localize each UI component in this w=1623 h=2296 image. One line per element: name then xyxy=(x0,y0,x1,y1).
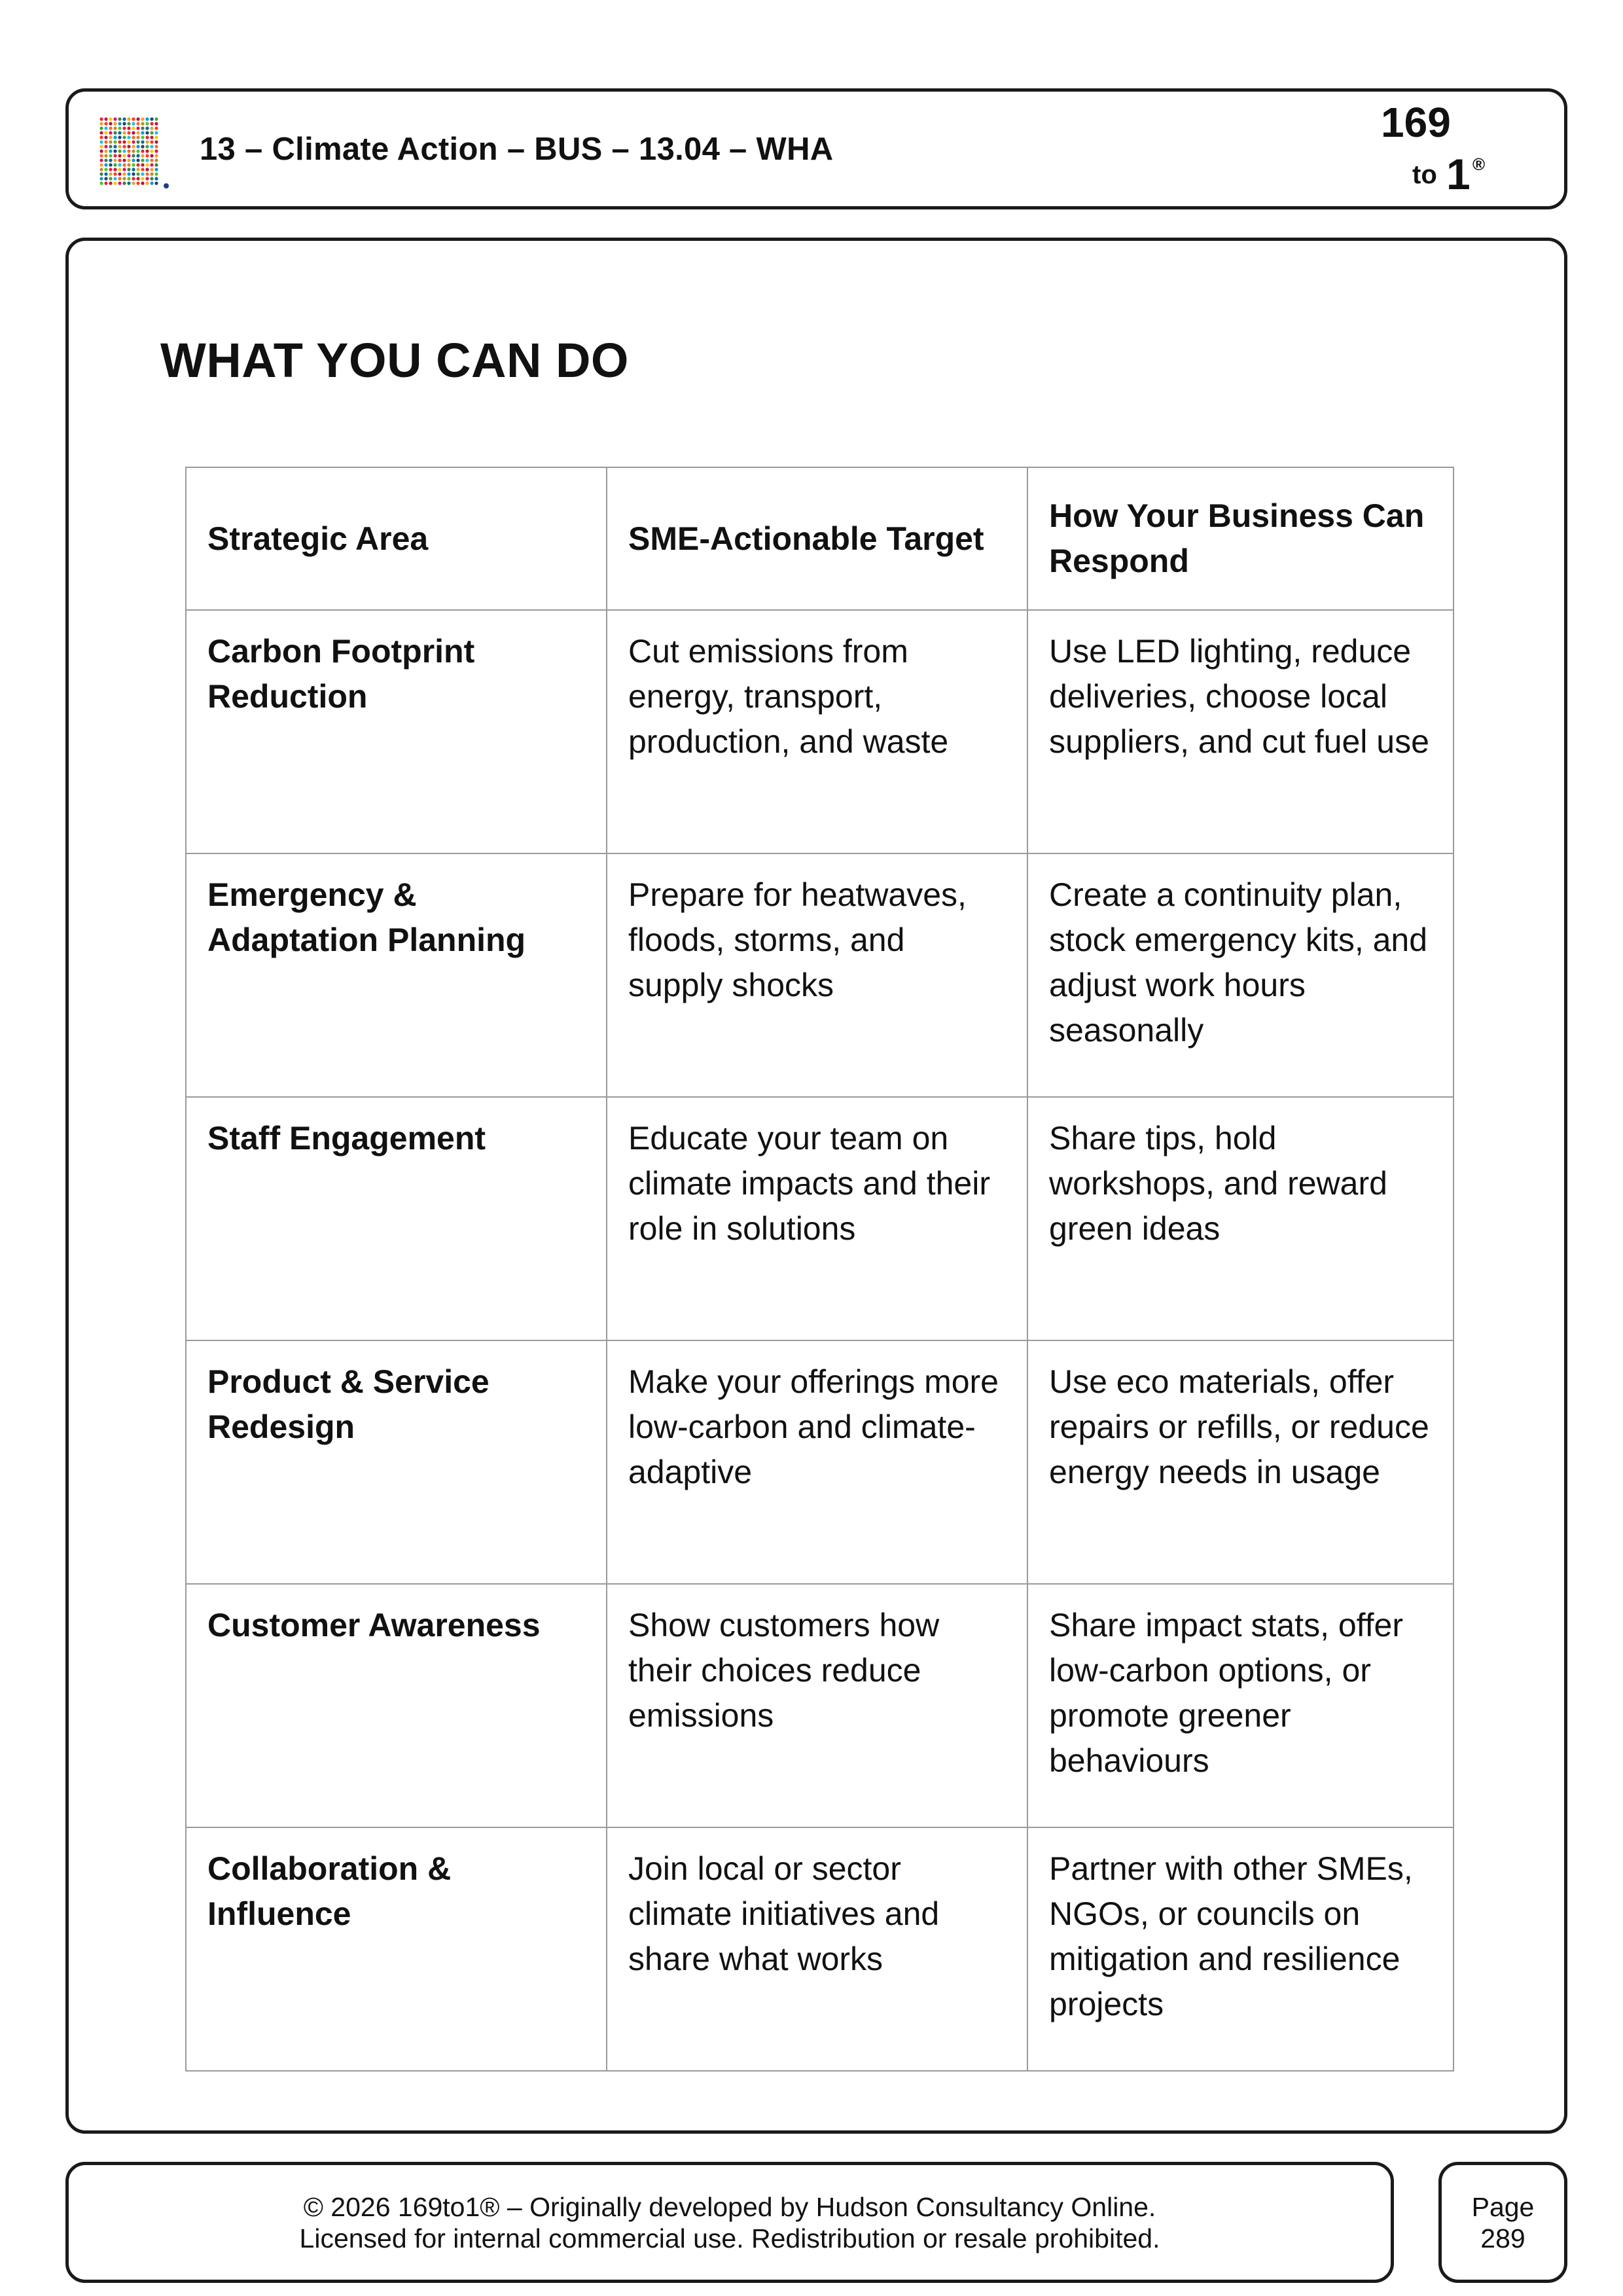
colored-dot-grid-logo-icon xyxy=(98,117,170,188)
page-header xyxy=(65,88,1567,209)
brand-one: 1 xyxy=(1446,150,1471,198)
strategic-area-cell: Product & Service Redesign xyxy=(186,1340,607,1584)
page-footer xyxy=(65,2162,1394,2283)
table-row xyxy=(186,610,1454,853)
brand-number: 169 xyxy=(1381,99,1451,146)
table-row xyxy=(186,853,1454,1097)
response-cell: Share impact stats, offer low-carbon options, or promote greener behaviours xyxy=(1027,1584,1454,1827)
page-label: Page xyxy=(1471,2192,1535,2222)
strategic-area-cell: Carbon Footprint Reduction xyxy=(186,610,607,853)
brand-logo xyxy=(1381,98,1505,203)
column-header-sme-target: SME-Actionable Target xyxy=(607,467,1027,610)
page-number: 289 xyxy=(1480,2223,1525,2253)
table-row xyxy=(186,1827,1454,2071)
table-row xyxy=(186,1340,1454,1584)
table-header-row xyxy=(186,467,1454,610)
response-cell: Use LED lighting, reduce deliveries, choose local suppliers, and cut fuel use xyxy=(1027,610,1454,853)
strategic-area-cell: Emergency & Adaptation Planning xyxy=(186,853,607,1097)
target-cell: Join local or sector climate initiatives and share what works xyxy=(607,1827,1027,2071)
copyright-line: © 2026 169to1® – Originally developed by Hudson Consultancy Online. xyxy=(303,2192,1156,2222)
response-cell: Share tips, hold workshops, and reward green ideas xyxy=(1027,1097,1454,1340)
target-cell: Show customers how their choices reduce emissions xyxy=(607,1584,1027,1827)
license-line: Licensed for internal commercial use. Redistribution or resale prohibited. xyxy=(299,2223,1160,2253)
page-number-box xyxy=(1438,2162,1567,2283)
strategic-area-cell: Customer Awareness xyxy=(186,1584,607,1827)
column-header-strategic-area: Strategic Area xyxy=(186,467,607,610)
target-cell: Educate your team on climate impacts and their role in solutions xyxy=(607,1097,1027,1340)
brand-registered-mark: ® xyxy=(1472,154,1486,174)
copyright-notice xyxy=(69,2191,1391,2254)
strategic-area-cell: Collaboration & Influence xyxy=(186,1827,607,2071)
actions-table xyxy=(185,467,1454,2072)
strategic-area-cell: Staff Engagement xyxy=(186,1097,607,1340)
response-cell: Use eco materials, offer repairs or refills, or reduce energy needs in usage xyxy=(1027,1340,1454,1584)
target-cell: Prepare for heatwaves, floods, storms, and supply shocks xyxy=(607,853,1027,1097)
page-title: WHAT YOU CAN DO xyxy=(160,333,629,387)
brand-to: to xyxy=(1412,160,1437,189)
table-row xyxy=(186,1097,1454,1340)
table-row xyxy=(186,1584,1454,1827)
main-content-card xyxy=(65,238,1567,2134)
response-cell: Create a continuity plan, stock emergency kits, and adjust work hours seasonally xyxy=(1027,853,1454,1097)
target-cell: Make your offerings more low-carbon and climate-adaptive xyxy=(607,1340,1027,1584)
header-title: 13 – Climate Action – BUS – 13.04 – WHA xyxy=(200,132,834,167)
response-cell: Partner with other SMEs, NGOs, or councils on mitigation and resilience projects xyxy=(1027,1827,1454,2071)
column-header-business-response: How Your Business Can Respond xyxy=(1027,467,1454,610)
target-cell: Cut emissions from energy, transport, production, and waste xyxy=(607,610,1027,853)
